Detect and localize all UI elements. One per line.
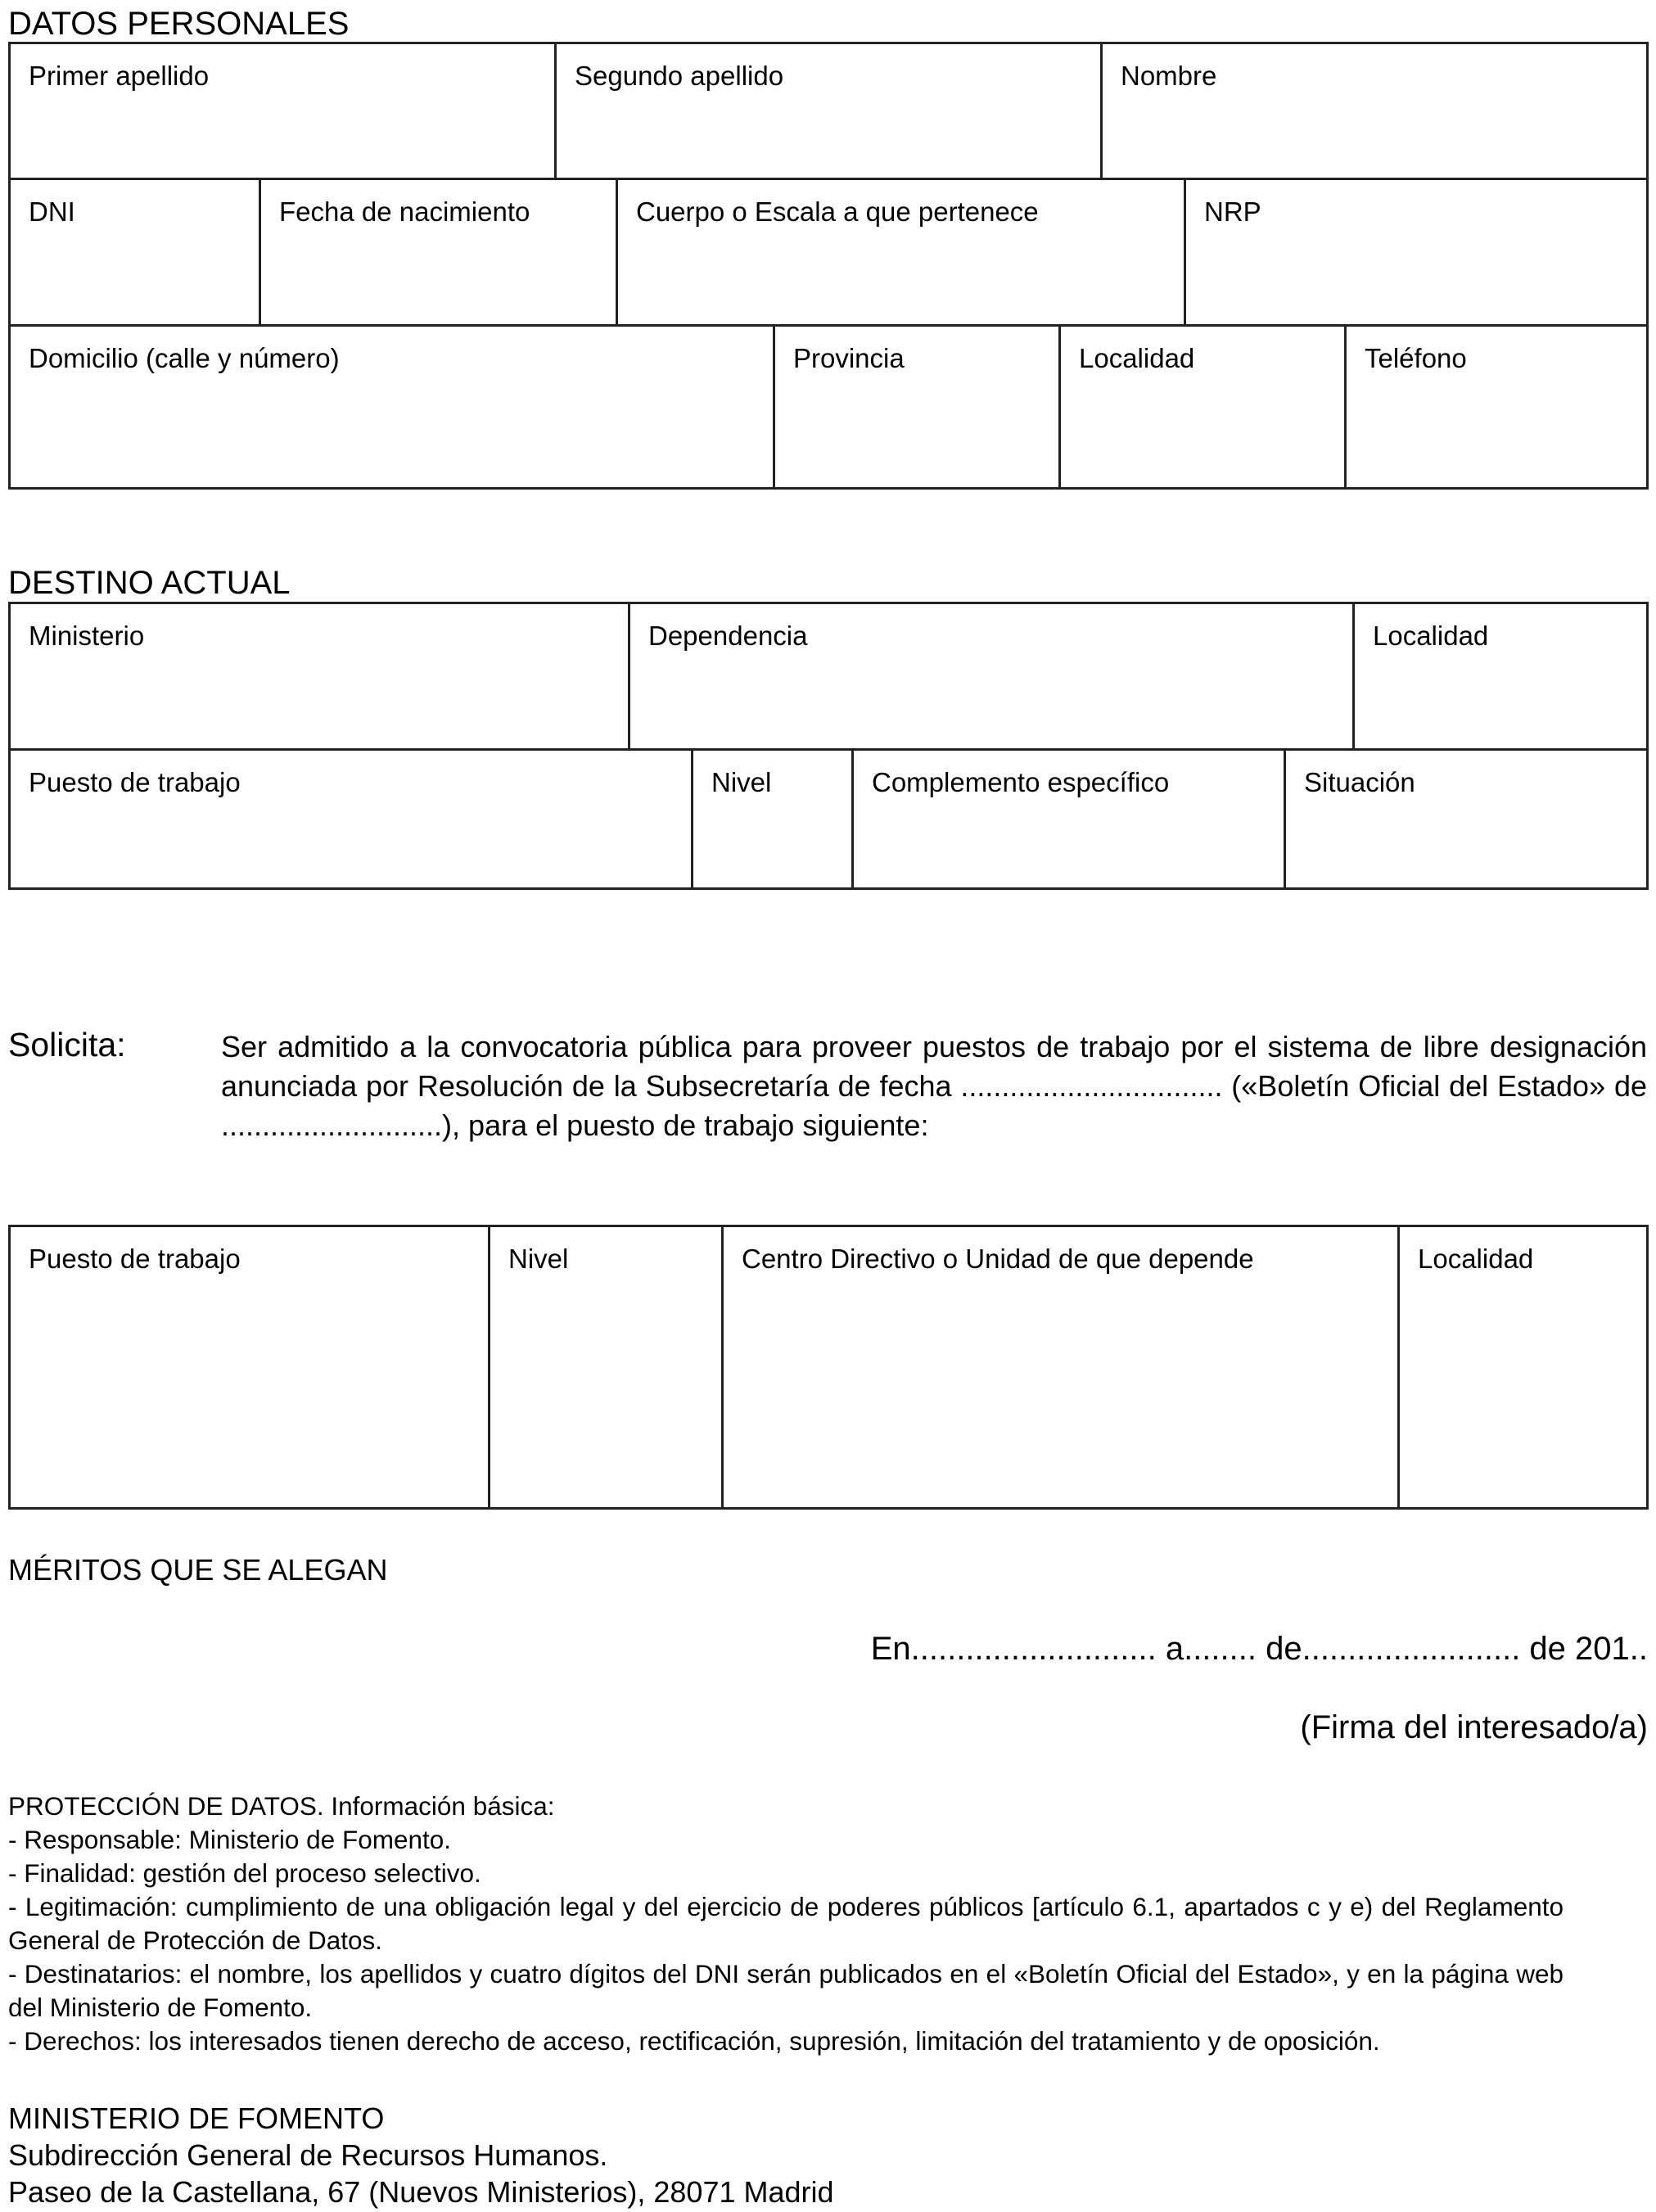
field-puesto-trabajo-solicitado[interactable]: Puesto de trabajo xyxy=(11,1227,490,1507)
field-cuerpo-escala[interactable]: Cuerpo o Escala a que pertenece xyxy=(618,180,1186,324)
destino-actual-grid xyxy=(8,602,1649,890)
destino-actual-row xyxy=(11,751,1649,890)
fecha-lugar-line: En........................... a........ de........................ de 201.. xyxy=(870,1631,1648,1667)
field-provincia[interactable]: Provincia xyxy=(775,327,1061,487)
proteccion-line: - Destinatarios: el nombre, los apellidos y cuatro dígitos del DNI serán publicados en el «Boletín Oficial del Estado», y en la página web del Ministerio de Fomento. xyxy=(8,1959,1563,2022)
field-primer-apellido[interactable]: Primer apellido xyxy=(11,44,557,178)
field-nivel-solicitado[interactable]: Nivel xyxy=(490,1227,724,1507)
field-localidad-destino[interactable]: Localidad xyxy=(1355,604,1649,748)
destino-actual-title: DESTINO ACTUAL xyxy=(8,565,291,601)
field-dependencia[interactable]: Dependencia xyxy=(630,604,1355,748)
field-ministerio[interactable]: Ministerio xyxy=(11,604,630,748)
field-telefono[interactable]: Teléfono xyxy=(1347,327,1649,487)
proteccion-line: - Derechos: los interesados tienen derecho de acceso, rectificación, supresión, limitación del tratamiento y de oposición. xyxy=(8,2026,1380,2056)
solicita-text: Ser admitido a la convocatoria pública para proveer puestos de trabajo por el sistema de libre designación anunciada por Resolución de la Subsecretaría de fecha ................................ («Boletín Oficial del Estado» de ...........................), para el puesto de trabajo siguiente: xyxy=(221,1030,1647,1142)
proteccion-line: - Legitimación: cumplimiento de una obligación legal y del ejercicio de poderes públicos [artículo 6.1, apartados c y e) del Reglamento General de Protección de Datos. xyxy=(8,1892,1563,1955)
datos-personales-title: DATOS PERSONALES xyxy=(8,6,350,42)
datos-personales-grid xyxy=(8,42,1649,490)
ministerio-direccion: Paseo de la Castellana, 67 (Nuevos Ministerios), 28071 Madrid xyxy=(8,2175,834,2209)
field-localidad-solicitada[interactable]: Localidad xyxy=(1400,1227,1649,1507)
proteccion-heading: PROTECCIÓN DE DATOS. Información básica: xyxy=(8,1791,555,1821)
ministerio-subdireccion: Subdirección General de Recursos Humanos. xyxy=(8,2138,608,2172)
field-domicilio[interactable]: Domicilio (calle y número) xyxy=(11,327,775,487)
puesto-solicitado-grid xyxy=(8,1225,1649,1510)
field-localidad[interactable]: Localidad xyxy=(1061,327,1347,487)
proteccion-datos xyxy=(8,1790,1563,2058)
solicita-label: Solicita: xyxy=(8,1026,126,1063)
datos-personales-row xyxy=(11,327,1649,490)
field-complemento-especifico[interactable]: Complemento específico xyxy=(854,751,1286,887)
field-centro-directivo[interactable]: Centro Directivo o Unidad de que depende xyxy=(724,1227,1400,1507)
meritos-title: MÉRITOS QUE SE ALEGAN xyxy=(8,1553,388,1587)
field-dni[interactable]: DNI xyxy=(11,180,261,324)
proteccion-line: - Finalidad: gestión del proceso selectivo. xyxy=(8,1858,481,1888)
field-situacion[interactable]: Situación xyxy=(1286,751,1649,887)
field-fecha-nacimiento[interactable]: Fecha de nacimiento xyxy=(261,180,618,324)
field-nrp[interactable]: NRP xyxy=(1186,180,1649,324)
field-nivel-actual[interactable]: Nivel xyxy=(693,751,854,887)
ministerio-address xyxy=(8,2100,834,2210)
firma-label: (Firma del interesado/a) xyxy=(1300,1709,1648,1745)
puesto-solicitado-row xyxy=(11,1227,1649,1510)
field-nombre[interactable]: Nombre xyxy=(1103,44,1649,178)
field-puesto-trabajo-actual[interactable]: Puesto de trabajo xyxy=(11,751,693,887)
field-segundo-apellido[interactable]: Segundo apellido xyxy=(557,44,1103,178)
datos-personales-row xyxy=(11,44,1649,180)
datos-personales-row xyxy=(11,180,1649,327)
destino-actual-row xyxy=(11,604,1649,751)
ministerio-name: MINISTERIO DE FOMENTO xyxy=(8,2101,385,2135)
proteccion-line: - Responsable: Ministerio de Fomento. xyxy=(8,1825,452,1854)
